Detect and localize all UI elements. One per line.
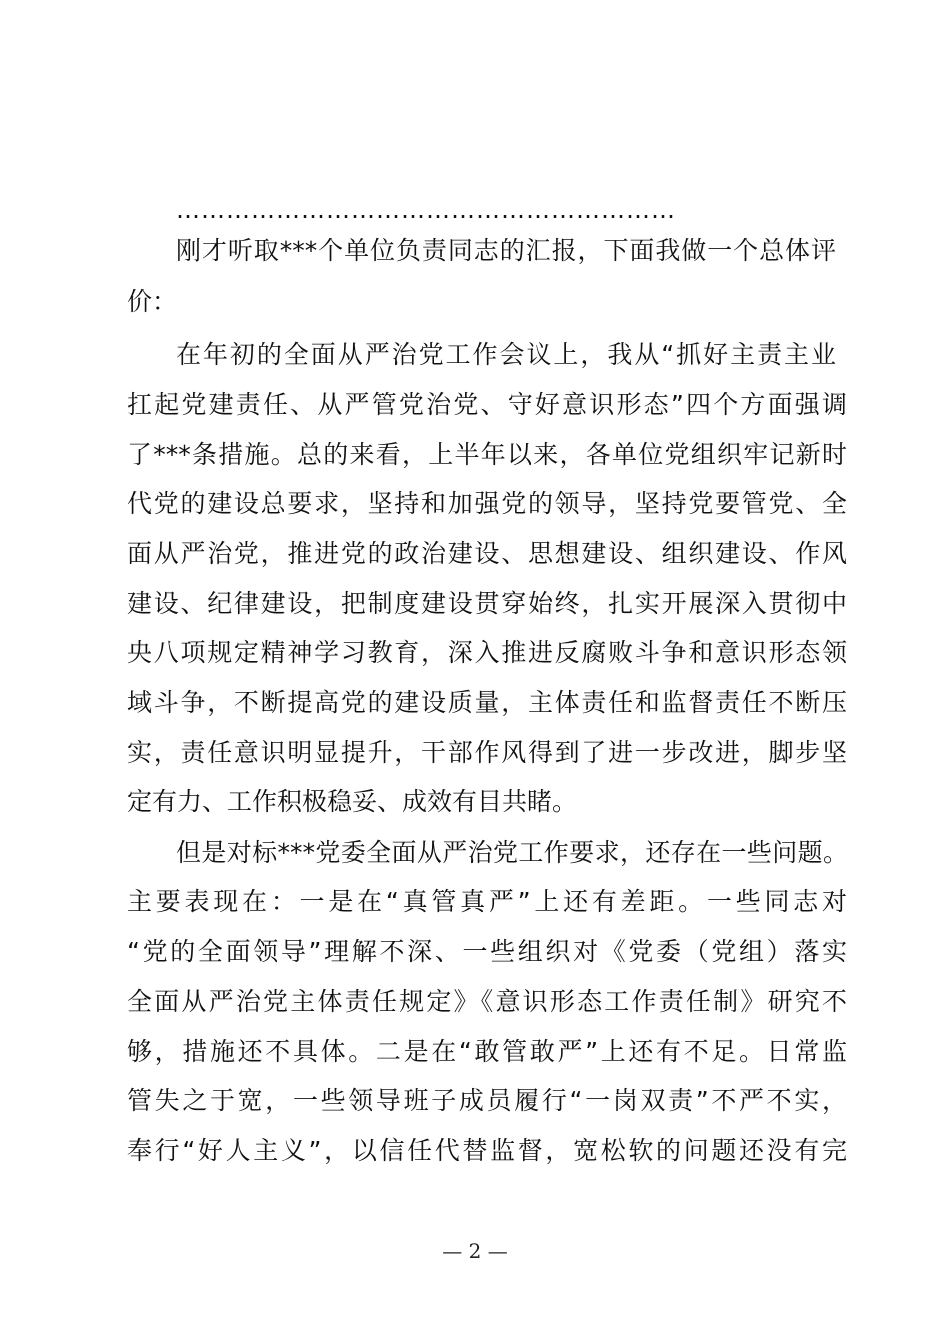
paragraph-line-4: 扛起党建责任、从严管党治党、守好意识形态”四个方面强调 (127, 390, 847, 419)
ellipsis-line: …………………………………………………… (176, 196, 676, 224)
paragraph-line-9: 央八项规定精神学习教育，深入推进反腐败斗争和意识形态领 (127, 638, 847, 667)
paragraph-line-6: 代党的建设总要求，坚持和加强党的领导，坚持党要管党、全 (127, 489, 847, 518)
page-number: — 2 — (442, 1239, 508, 1263)
paragraph-line-14: 主要表现在：一是在“真管真严”上还有差距。一些同志对 (127, 887, 847, 916)
paragraph-line-2: 价： (127, 287, 178, 316)
paragraph-line-11: 实，责任意识明显提升，干部作风得到了进一步改进，脚步坚 (127, 738, 847, 767)
paragraph-line-16: 全面从严治党主体责任规定》《意识形态工作责任制》研究不 (127, 987, 847, 1016)
paragraph-line-5: 了***条措施。总的来看，上半年以来，各单位党组织牢记新时 (127, 440, 847, 469)
paragraph-line-15: “党的全面领导”理解不深、一些组织对《党委（党组）落实 (127, 937, 847, 966)
paragraph-line-17: 够，措施还不具体。二是在“敢管敢严”上还有不足。日常监 (127, 1037, 847, 1066)
paragraph-line-3: 在年初的全面从严治党工作会议上，我从“抓好主责主业 (176, 340, 836, 369)
paragraph-line-1: 刚才听取***个单位负责同志的汇报，下面我做一个总体评 (176, 236, 836, 265)
paragraph-line-13: 但是对标***党委全面从严治党工作要求，还存在一些问题。 (176, 838, 848, 867)
paragraph-line-12: 定有力、工作积极稳妥、成效有目共睹。 (127, 787, 578, 816)
paragraph-line-7: 面从严治党，推进党的政治建设、思想建设、组织建设、作风 (127, 539, 847, 568)
paragraph-line-10: 域斗争，不断提高党的建设质量，主体责任和监督责任不断压 (127, 688, 847, 717)
paragraph-line-8: 建设、纪律建设，把制度建设贯穿始终，扎实开展深入贯彻中 (127, 589, 847, 618)
paragraph-line-18: 管失之于宽，一些领导班子成员履行“一岗双责”不严不实， (127, 1086, 847, 1115)
paragraph-line-19: 奉行“好人主义”，以信任代替监督，宽松软的问题还没有完 (127, 1136, 847, 1165)
